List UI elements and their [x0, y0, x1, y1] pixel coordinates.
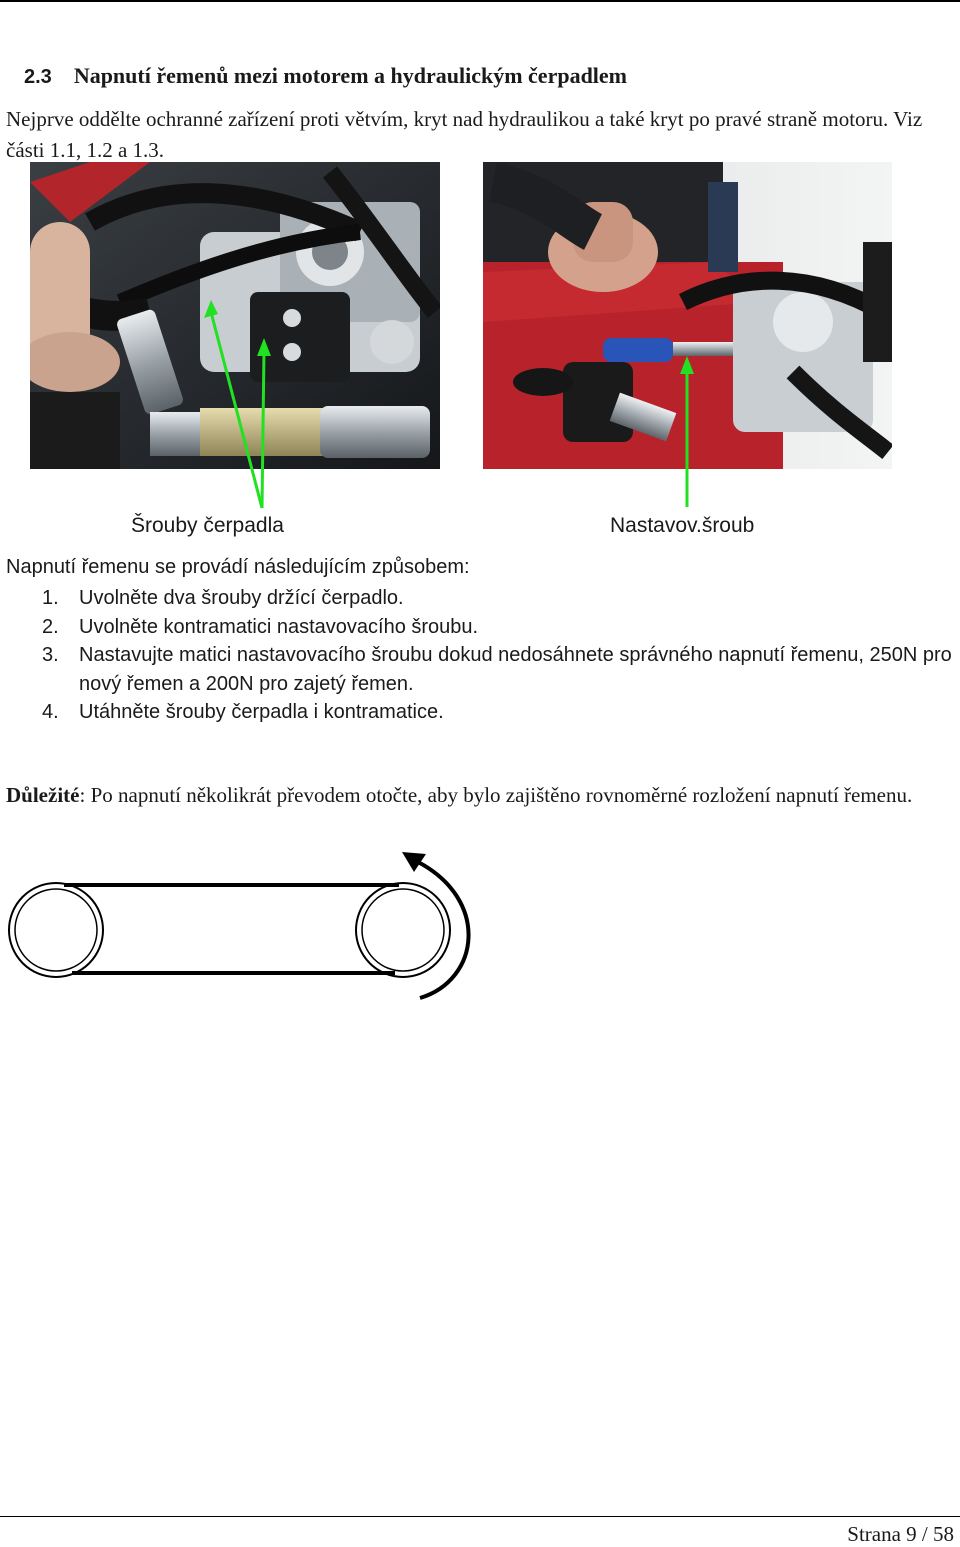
method-intro: Napnutí řemenu se provádí následujícím způsobem:: [6, 556, 470, 578]
pulley-right-inner: [362, 889, 444, 971]
top-rule: [0, 0, 960, 2]
pulley-left-outer: [9, 883, 103, 977]
step-text: Nastavujte matici nastavovacího šroubu dokud nedosáhnete správného napnutí řemenu, 250N pro nový řemen a 200N pro zajetý řemen.: [79, 644, 952, 695]
steps-list: [42, 584, 952, 727]
important-note: [6, 781, 946, 810]
section-title: Napnutí řemenů mezi motorem a hydraulickým čerpadlem: [73, 63, 628, 88]
step-number: 3.: [42, 644, 59, 666]
step-number: 1.: [42, 587, 59, 609]
rotation-arrowhead: [402, 852, 426, 872]
step-text: Uvolněte kontramatici nastavovacího šroubu.: [79, 615, 479, 638]
section-number: 2.3: [24, 66, 52, 88]
caption-adjusting-screw: Nastavov.šroub: [610, 514, 755, 537]
intro-paragraph: Nejprve oddělte ochranné zařízení proti větvím, kryt nad hydraulikou a také kryt po pravé straně motoru. Viz části 1.1, 1.2 a 1.3.: [6, 107, 923, 162]
step-item: [42, 584, 952, 613]
section-heading: [24, 63, 627, 89]
page-number: Strana 9 / 58: [847, 1522, 954, 1546]
step-text: Utáhněte šrouby čerpadla i kontramatice.: [79, 701, 444, 723]
pulley-right-outer: [356, 883, 450, 977]
caption-pump-bolts: Šrouby čerpadla: [131, 514, 284, 537]
belt-diagram: [0, 840, 500, 1010]
footer-rule: [0, 1516, 960, 1517]
photo-pump-bolts: [30, 162, 440, 469]
step-item: [42, 641, 952, 698]
step-item: [42, 613, 952, 642]
step-text: Uvolněte dva šrouby držící čerpadlo.: [79, 587, 404, 609]
important-text: : Po napnutí několikrát převodem otočte, aby bylo zajištěno rovnoměrné rozložení napnutí řemenu.: [79, 783, 913, 807]
photo-adjusting-screw: [483, 162, 892, 469]
pulley-left-inner: [15, 889, 97, 971]
important-label: Důležité: [6, 783, 80, 807]
step-number: 4.: [42, 701, 59, 723]
step-item: [42, 698, 952, 727]
step-number: 2.: [42, 615, 59, 638]
